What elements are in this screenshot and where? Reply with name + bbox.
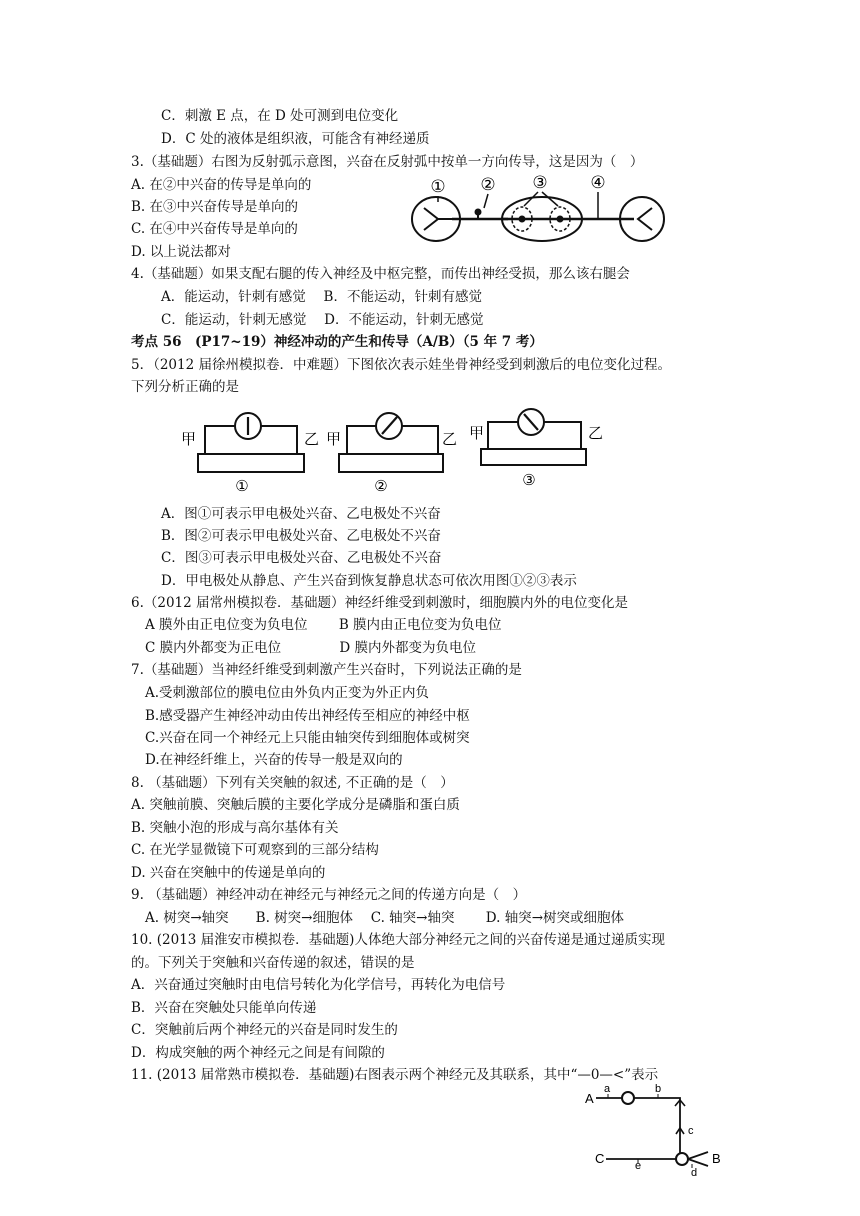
- reflex-label-3: ③: [532, 173, 548, 192]
- line-q5-stem-cont: 下列分析正确的是: [131, 379, 239, 395]
- electrode-3-left-label: 甲: [469, 425, 485, 442]
- electrode-1-nerve: [198, 454, 304, 472]
- line-q5-option-b: B．图②可表示甲电极处兴奋、乙电极处不兴奋: [161, 528, 441, 544]
- section-heading-56: 考点 56 (P17~19）神经冲动的产生和传导（A/B）（5 年 7 考）: [131, 334, 543, 350]
- line-q4-options-ab: A．能运动，针刺有感觉 B．不能运动，针刺有感觉: [161, 289, 482, 305]
- line-q4-options-cd: C．能运动，针刺无感觉 D．不能运动，针刺无感觉: [161, 312, 484, 328]
- line-q7-option-a: A.受刺激部位的膜电位由外负内正变为外正内负: [145, 685, 430, 701]
- line-q3-option-c: C. 在④中兴奋传导是单向的: [131, 221, 298, 237]
- line-q3-option-a: A. 在②中兴奋的传导是单向的: [131, 177, 312, 193]
- neuron-a-axon: [634, 1098, 680, 1154]
- line-q2-option-d: D．C 处的液体是组织液，可能含有神经递质: [161, 131, 430, 147]
- line-q8-stem: 8. （基础题）下列有关突触的叙述, 不正确的是（ ）: [131, 775, 454, 791]
- line-q10-option-b: B．兴奋在突触处只能单向传递: [131, 1000, 317, 1016]
- neuron-label-A: A: [585, 1091, 594, 1106]
- electrode-2-nerve: [339, 454, 443, 472]
- receptor-fork: [424, 208, 452, 230]
- reflex-label-4: ④: [590, 173, 606, 192]
- neuron-label-d: d: [691, 1167, 698, 1179]
- electrode-figure: [176, 405, 616, 495]
- electrode-3-nerve: [481, 449, 586, 465]
- line-q10-option-a: A．兴奋通过突触时由电信号转化为化学信号，再转化为电信号: [131, 977, 506, 993]
- line-q6-options-ab: A 膜外由正电位变为负电位 B 膜内由正电位变为负电位: [145, 617, 502, 633]
- line-q6-stem: 6.（2012 届常州模拟卷．基础题）神经纤维受到刺激时，细胞膜内外的电位变化是: [131, 595, 629, 611]
- electrode-2-number: ②: [374, 478, 388, 495]
- line-q4-stem: 4.（基础题）如果支配右腿的传入神经及中枢完整，而传出神经受损，那么该右腿会: [131, 266, 630, 282]
- neuron-label-e: e: [635, 1160, 642, 1172]
- line-q11-stem: 11. (2013 届常熟市模拟卷．基础题)右图表示两个神经元及其联系，其中“—0—<”表示: [131, 1067, 659, 1083]
- line-q8-option-c: C. 在光学显微镜下可观察到的三部分结构: [131, 842, 379, 858]
- electrode-diagram-3: [469, 409, 603, 489]
- reflex-arc-figure: [412, 172, 672, 252]
- line-q2-option-c: C．刺激 E 点，在 D 处可测到电位变化: [161, 108, 399, 124]
- line-q10-option-c: C．突触前后两个神经元的兴奋是同时发生的: [131, 1022, 398, 1038]
- reflex-label-2: ②: [480, 175, 496, 194]
- line-q5-option-c: C．图③可表示甲电极处兴奋、乙电极处不兴奋: [161, 550, 442, 566]
- electrode-3-right-label: 乙: [588, 425, 604, 442]
- line-q7-option-b: B.感受器产生神经冲动由传出神经传至相应的神经中枢: [145, 708, 470, 724]
- line-q7-option-d: D.在神经纤维上，兴奋的传导一般是双向的: [145, 752, 403, 768]
- line-q9-stem: 9. （基础题）神经冲动在神经元与神经元之间的传递方向是（ ）: [131, 887, 527, 903]
- line-q8-option-b: B. 突触小泡的形成与高尔基体有关: [131, 820, 339, 836]
- line-q7-option-c: C.兴奋在同一个神经元上只能由轴突传到细胞体或树突: [145, 730, 470, 746]
- electrode-diagram-2: [326, 413, 457, 495]
- line-q6-options-cd: C 膜内外都变为正电位 D 膜内外都变为负电位: [145, 640, 477, 656]
- neuron-b-dendrite: [688, 1152, 708, 1166]
- line-q3-option-b: B. 在③中兴奋传导是单向的: [131, 199, 299, 215]
- line-q5-option-d: D．甲电极处从静息、产生兴奋到恢复静息状态可依次用图①②③表示: [161, 573, 577, 589]
- neuron-label-c: c: [688, 1125, 694, 1137]
- electrode-2-right-label: 乙: [442, 431, 458, 448]
- line-q10-stem-cont: 的。下列关于突触和兴奋传递的叙述，错误的是: [131, 955, 415, 971]
- electrode-1-left-label: 甲: [181, 431, 197, 448]
- electrode-2-left-label: 甲: [326, 431, 342, 448]
- neuron-label-a: a: [604, 1083, 611, 1095]
- electrode-1-number: ①: [235, 478, 249, 495]
- electrode-3-number: ③: [522, 472, 536, 489]
- neuron-label-B: B: [712, 1151, 721, 1166]
- line-q10-stem: 10. (2013 届淮安市模拟卷．基础题)人体绝大部分神经元之间的兴奋传递是通过递质实现: [131, 932, 665, 948]
- effector-fork: [638, 208, 652, 230]
- line-q9-options: A. 树突→轴突 B. 树突→细胞体 C. 轴突→轴突 D. 轴突→树突或细胞体: [145, 910, 625, 926]
- line-q5-option-a: A．图①可表示甲电极处兴奋、乙电极处不兴奋: [161, 506, 441, 522]
- line-q8-option-d: D. 兴奋在突触中的传递是单向的: [131, 865, 326, 881]
- neuron-b-body: [676, 1153, 688, 1165]
- neuron-label-b: b: [655, 1083, 662, 1095]
- electrode-diagram-1: [181, 413, 319, 495]
- neuron-label-C: C: [595, 1151, 605, 1166]
- electrode-1-right-label: 乙: [304, 431, 320, 448]
- line-q3-stem: 3.（基础题）右图为反射弧示意图，兴奋在反射弧中按单一方向传导，这是因为（ ）: [131, 154, 644, 170]
- neuron-a-body: [622, 1092, 634, 1104]
- line-q8-option-a: A. 突触前膜、突触后膜的主要化学成分是磷脂和蛋白质: [131, 797, 460, 813]
- line-q3-option-d: D. 以上说法都对: [131, 244, 231, 260]
- line-q10-option-d: D．构成突触的两个神经元之间是有间隙的: [131, 1045, 385, 1061]
- label-2-pointer: [484, 194, 488, 208]
- reflex-label-1: ①: [430, 177, 446, 196]
- line-q5-stem: 5．（2012 届徐州模拟卷．中难题）下图依次表示娃坐骨神经受到刺激后的电位变化过程。: [131, 357, 671, 373]
- line-q7-stem: 7.（基础题）当神经纤维受到刺激产生兴奋时，下列说法正确的是: [131, 662, 522, 678]
- two-neuron-figure: [578, 1084, 728, 1180]
